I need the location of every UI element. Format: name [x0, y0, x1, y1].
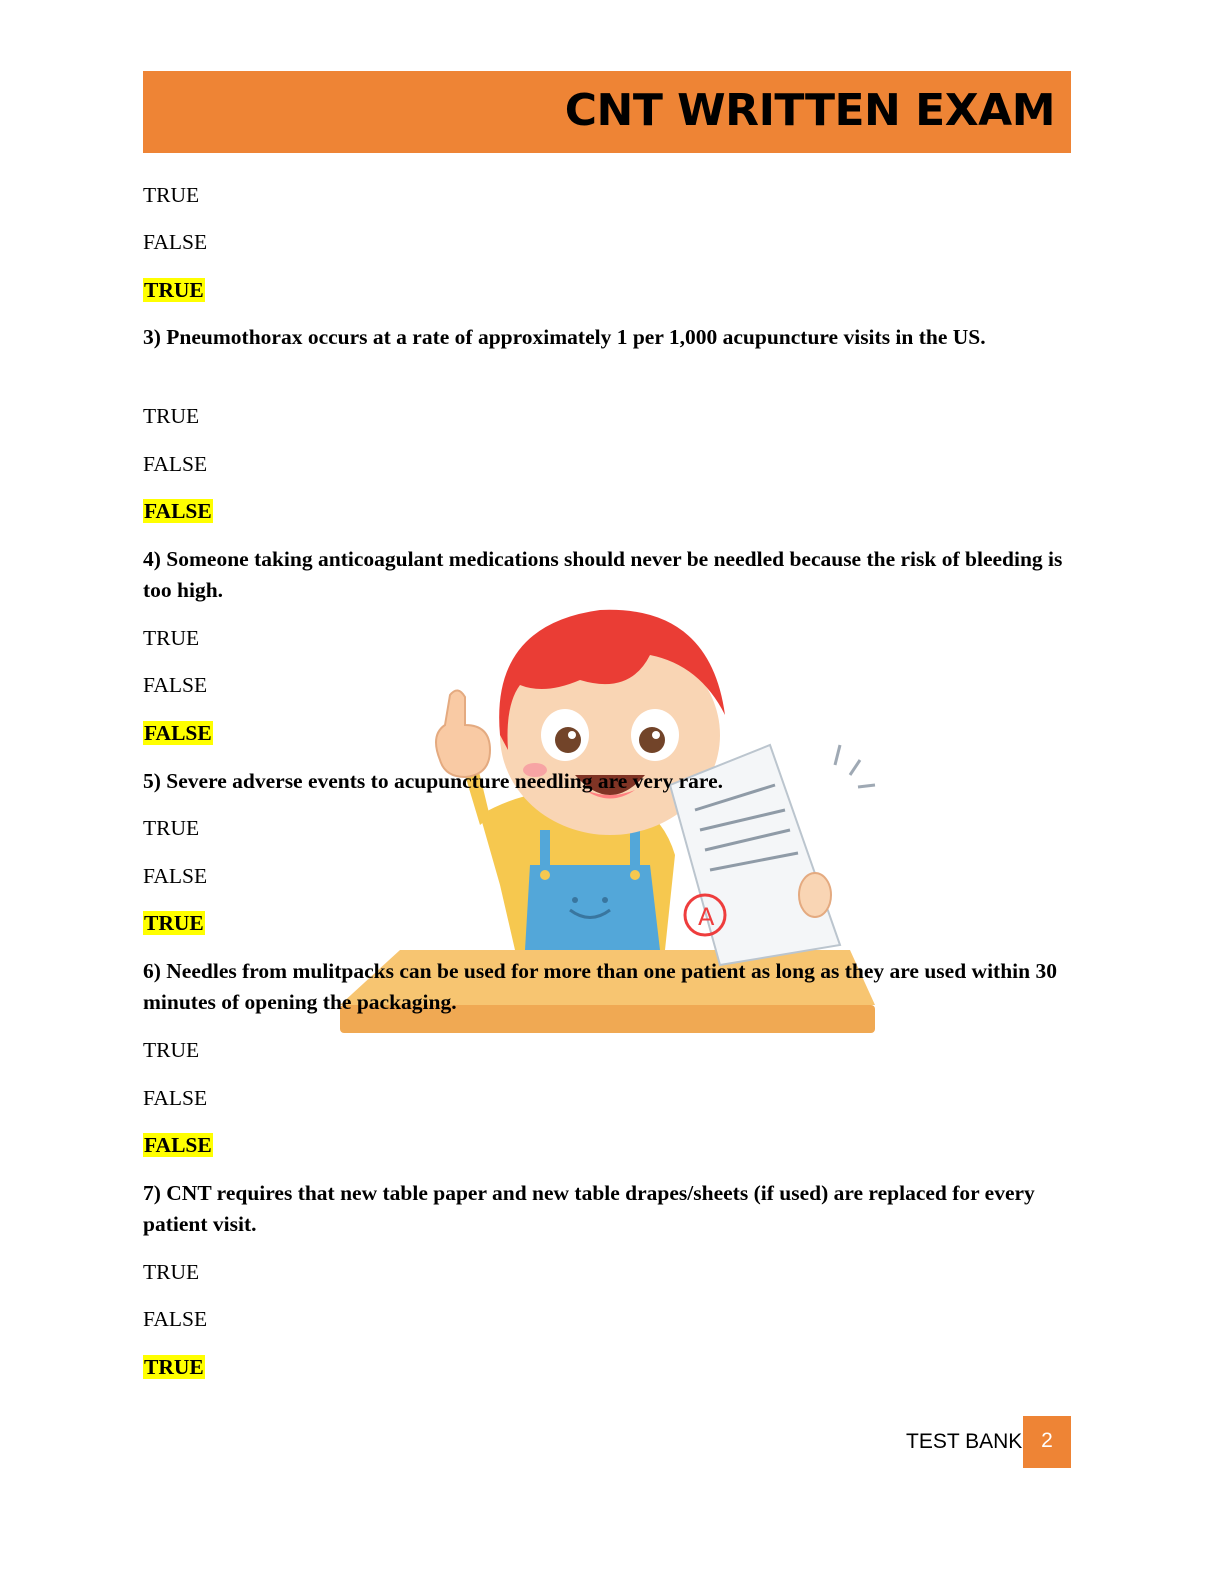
- option-true: TRUE: [143, 1038, 200, 1062]
- question-3: 3) Pneumothorax occurs at a rate of approximately 1 per 1,000 acupuncture visits in the US.: [143, 325, 986, 349]
- footer-label: TEST BANK: [906, 1430, 1023, 1453]
- answer-line: [143, 275, 205, 306]
- option-true: TRUE: [143, 1260, 200, 1284]
- option-false: FALSE: [143, 1086, 208, 1110]
- option-true: TRUE: [143, 183, 200, 207]
- option-false: FALSE: [143, 864, 208, 888]
- answer-line: [143, 718, 213, 749]
- option-false: FALSE: [143, 452, 208, 476]
- answer-highlight: FALSE: [144, 499, 212, 523]
- question-4: 4) Someone taking anticoagulant medications should never be needled because the risk of bleeding is too high.: [143, 547, 1063, 602]
- answer-line: [143, 1352, 205, 1383]
- answer-highlight: TRUE: [144, 1355, 204, 1379]
- page-title: CNT WRITTEN EXAM: [564, 85, 1055, 136]
- option-true: TRUE: [143, 404, 200, 428]
- option-false: FALSE: [143, 1307, 208, 1331]
- thumbs-up-arm: [436, 690, 490, 825]
- option-false: FALSE: [143, 230, 208, 254]
- page-number: 2: [1041, 1429, 1053, 1452]
- option-true: TRUE: [143, 816, 200, 840]
- answer-highlight: TRUE: [144, 911, 204, 935]
- grade-mark: A: [698, 903, 715, 931]
- answer-line: [143, 1130, 213, 1161]
- question-6: 6) Needles from mulitpacks can be used for more than one patient as long as they are used within 30 minutes of opening the packaging.: [143, 959, 1057, 1014]
- question-5: 5) Severe adverse events to acupuncture needling are very rare.: [143, 769, 723, 793]
- answer-line: [143, 908, 205, 939]
- answer-highlight: FALSE: [144, 1133, 212, 1157]
- answer-highlight: TRUE: [144, 278, 204, 302]
- option-false: FALSE: [143, 673, 208, 697]
- option-true: TRUE: [143, 626, 200, 650]
- answer-highlight: FALSE: [144, 721, 212, 745]
- question-7: 7) CNT requires that new table paper and new table drapes/sheets (if used) are replaced for every patient visit.: [143, 1181, 1035, 1236]
- page-number-box: [1023, 1416, 1071, 1468]
- header-bar: [143, 71, 1071, 153]
- answer-line: [143, 496, 213, 527]
